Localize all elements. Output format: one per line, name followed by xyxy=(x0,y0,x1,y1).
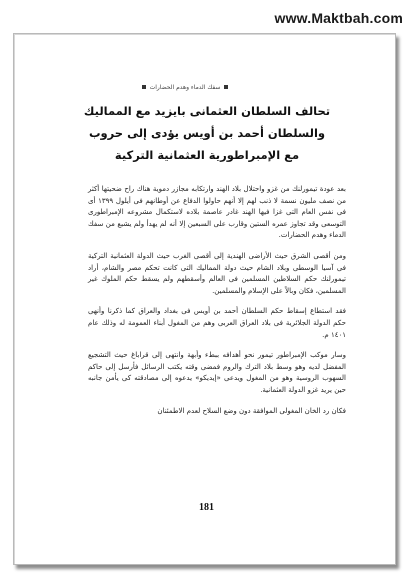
running-header xyxy=(120,82,250,92)
site-watermark: www.Maktbah.com xyxy=(274,10,403,26)
paragraph-5: فكان رد الخان المغولى الموافقة دون وضع السلاح لعدم الاطمئنان xyxy=(157,406,346,415)
paragraph-2: ومن أقصى الشرق حيث الأراضى الهندية إلى أقصى الغرب حيث الدولة العثمانية التركية فى آسيا الوسطى وبلاد الشام حيث دولة المماليك التى كانت تحكم مصر والشام، أراد تيمورلنك حكم السلاطين المسلمين فى العالم وأسقطهم ولم يسقط حكم الملوك غير المسلمين، فكان وبالاً على الإسلام والمسلمين. xyxy=(88,251,346,295)
heading-line-2: والسلطان أحمد بن أويس يؤدى إلى حروب xyxy=(88,126,326,140)
paragraph-1: بعد عودة تيمورلنك من غزو واحتلال بلاد الهند وارتكابه مجازر دموية هناك راح ضحيتها أكثر من نصف مليون نسمة لا ذنب لهم إلا أنهم حاولوا الدفاع عن أوطانهم فى أيلول ١٣٩٩ أى فى نفس العام التى غزا فيها الهند غادر عاصمة بلاده لاستكمال مشروعه الإمبراطورى التوسعى وقد تجاوز عمره الستين وقارب على السبعين إلا أنه لم يهدأ ولم يشبع من سفك الدماء وهدم الحضارات. xyxy=(88,185,346,240)
chapter-heading xyxy=(64,100,350,166)
header-square-icon xyxy=(224,85,228,89)
paragraph-3: فقد استطاع إسقاط حكم السلطان أحمد بن أويس فى بغداد والعراق كما ذكرنا وأنهى حكم الدولة الجلائرية فى بلاد العراق العربى وهم من المغول أبناء العمومة له وذلك عام ١٤٠١ م. xyxy=(88,307,346,339)
heading-line-1: تحالف السلطان العثمانى بايزيد مع المماليك xyxy=(83,104,331,118)
running-header-title: سفك الدماء وهدم الحضارات xyxy=(149,83,221,91)
body-text xyxy=(88,184,346,426)
page-number: 181 xyxy=(199,502,214,513)
paragraph-4: وسار موكب الإمبراطور تيمور نحو أهدافه ببطء وأبهة وانتهى إلى قراباغ حيث التشجيع المفضل لديه وهو وسط بلاد الترك والروم فمضى وقته يكتب الرسائل فأرسل إلى حاكم السهوب الروسية وهو من المغول ويدعى «إيديكو» يدعوه إلى مصادقته كى يأمن جانبه حين يريد غزو الدولة العثمانية. xyxy=(88,351,346,394)
heading-line-3: مع الإمبراطورية العثمانية التركية xyxy=(114,148,300,162)
header-square-icon xyxy=(142,85,146,89)
